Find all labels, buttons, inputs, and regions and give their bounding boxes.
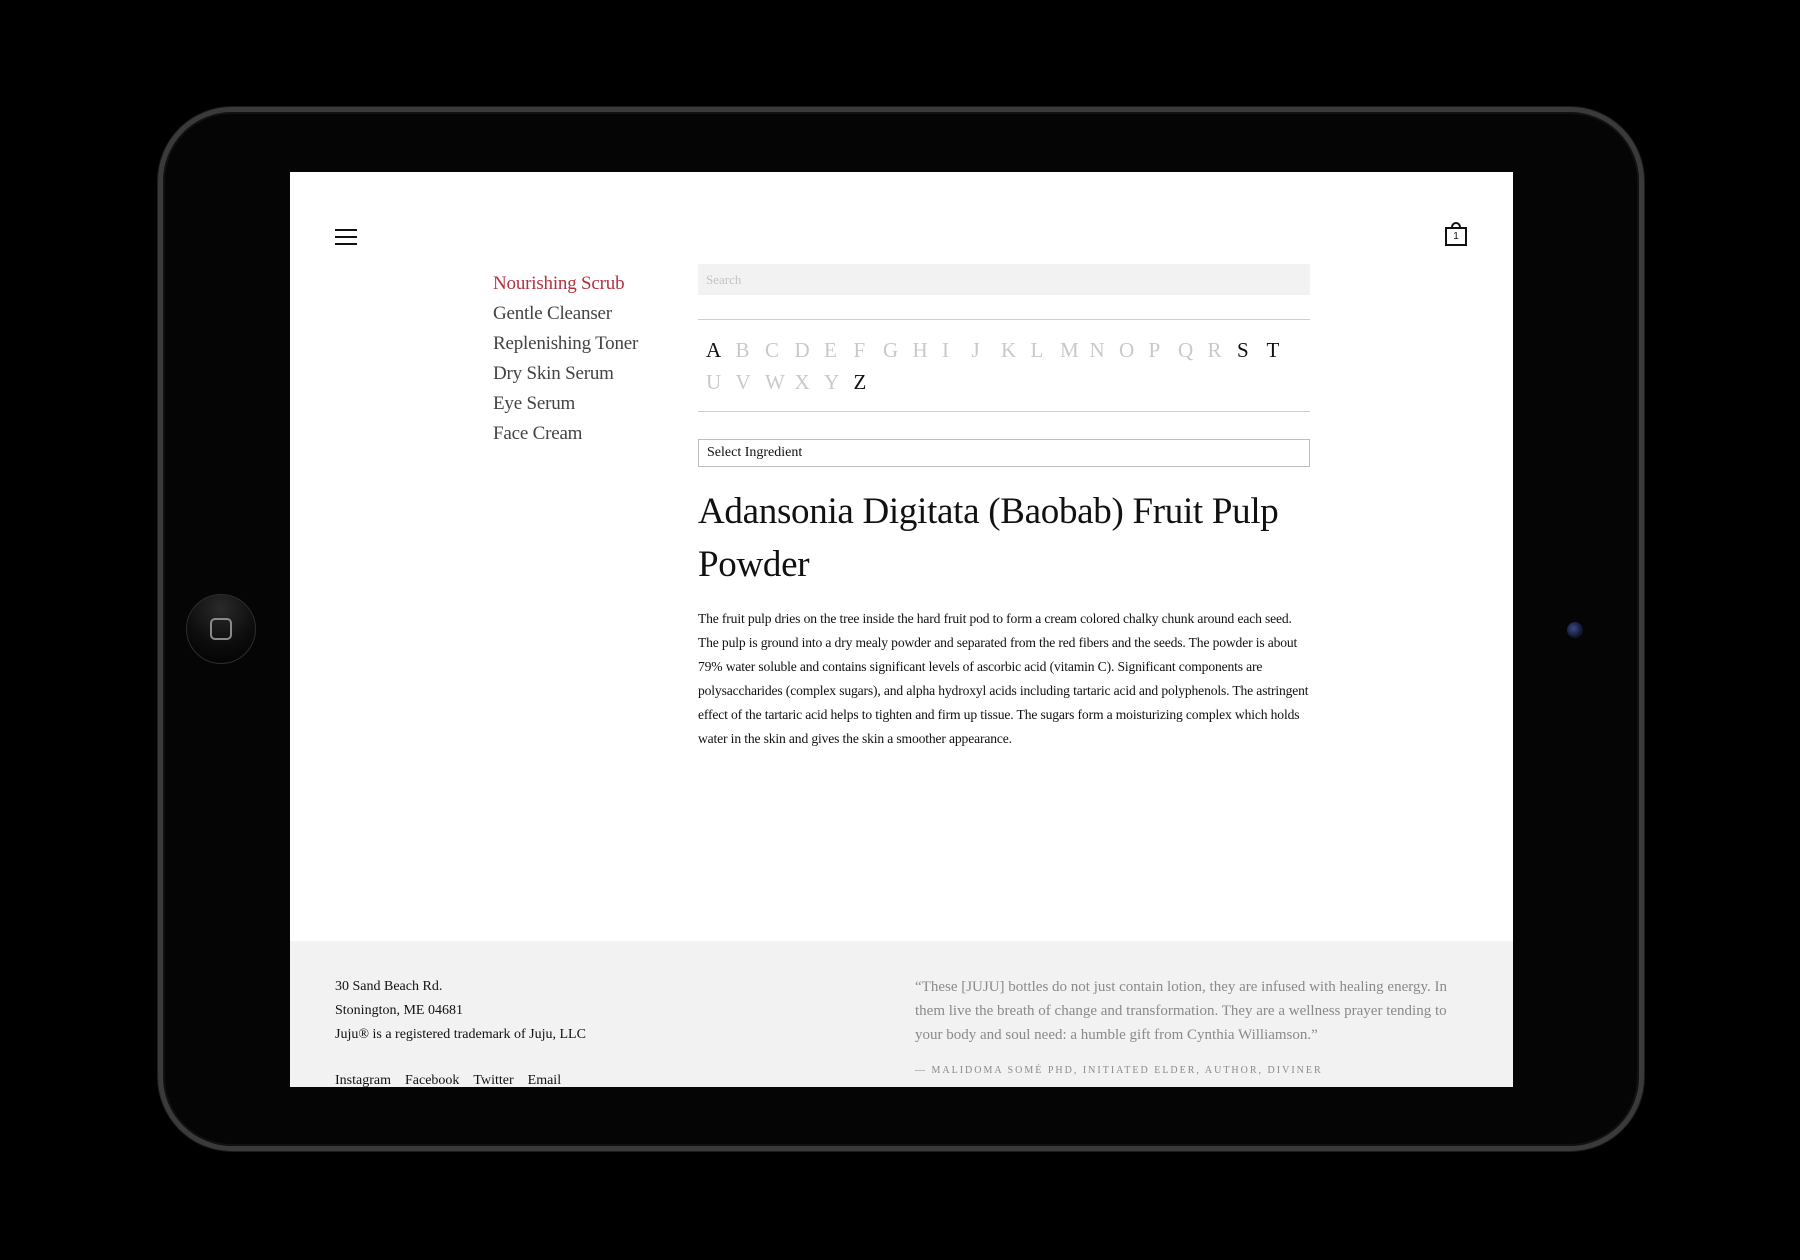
- alphabet-letter: M: [1060, 338, 1079, 362]
- cart-count: 1: [1453, 231, 1459, 242]
- product-nav-item[interactable]: Nourishing Scrub: [493, 273, 625, 294]
- shopping-bag-icon[interactable]: [1445, 222, 1467, 246]
- alphabet-letter: D: [794, 338, 810, 362]
- alphabet-letter: P: [1148, 338, 1161, 362]
- alphabet-letter: K: [1001, 338, 1017, 362]
- trademark-text: Juju® is a registered trademark of Juju, LLC: [335, 1027, 586, 1042]
- divider: [698, 411, 1310, 412]
- alphabet-letter: W: [765, 370, 785, 394]
- alphabet-letter: F: [853, 338, 866, 362]
- alphabet-letter: X: [794, 370, 810, 394]
- alphabet-letter: V: [735, 370, 751, 394]
- alphabet-letter: B: [735, 338, 750, 362]
- alphabet-letter: R: [1207, 338, 1222, 362]
- ingredient-panel: [698, 264, 1310, 751]
- footer: [290, 941, 1513, 1087]
- alphabet-letter: G: [883, 338, 899, 362]
- ingredient-description: The fruit pulp dries on the tree inside the hard fruit pod to form a cream colored chalky chunk around each seed. The pulp is ground into a dry mealy powder and separated from the red fibers and the seeds. The powder is about 79% water soluble and contains significant levels of ascorbic acid (vitamin C). Significant components are polysaccharides (complex sugars), and alpha hydroxyl acids including tartaric acid and polyphenols. The astringent effect of the tartaric acid helps to tighten and firm up tissue. The sugars form a moisturizing complex which holds water in the skin and gives the skin a smoother appearance.: [698, 611, 1309, 746]
- alphabet-letter[interactable]: S: [1237, 338, 1249, 362]
- product-nav-item[interactable]: Dry Skin Serum: [493, 363, 614, 384]
- testimonial-quote: “These [JUJU] bottles do not just contain lotion, they are infused with healing energy. In them live the breath of change and transformation. They are a wellness prayer tending to your body and soul need: a humble gift from Cynthia Williamson.”: [915, 979, 1447, 1043]
- product-nav-item[interactable]: Face Cream: [493, 423, 583, 444]
- social-link[interactable]: Instagram: [335, 1073, 391, 1087]
- alphabet-letter[interactable]: A: [706, 338, 722, 362]
- hamburger-icon[interactable]: [335, 229, 357, 245]
- alphabet-letter: L: [1030, 338, 1044, 362]
- hamburger-line: [335, 229, 357, 231]
- product-nav: [493, 269, 638, 449]
- alphabet-letter[interactable]: Z: [853, 370, 867, 394]
- search-input[interactable]: [698, 264, 1310, 295]
- ingredient-select[interactable]: Select Ingredient: [698, 439, 1310, 467]
- footer-address: [335, 975, 586, 1047]
- camera-icon: [1567, 622, 1583, 638]
- alphabet-letter: I: [942, 338, 949, 362]
- alphabet-index: [698, 334, 1306, 398]
- alphabet-letter: Q: [1178, 338, 1194, 362]
- alphabet-letter[interactable]: T: [1266, 338, 1280, 362]
- home-button[interactable]: [186, 594, 256, 664]
- home-square-icon: [210, 618, 232, 640]
- alphabet-letter: E: [824, 338, 837, 362]
- alphabet-letter: C: [765, 338, 780, 362]
- product-nav-item[interactable]: Gentle Cleanser: [493, 303, 612, 324]
- social-link[interactable]: Twitter: [473, 1073, 514, 1087]
- hamburger-line: [335, 236, 357, 238]
- address-line: Stonington, ME 04681: [335, 1003, 463, 1018]
- alphabet-letter: J: [971, 338, 980, 362]
- testimonial-attribution: — MALIDOMA SOMÉ PHD, INITIATED ELDER, AUTHOR, DIVINER: [915, 1065, 1323, 1076]
- ingredient-title: Adansonia Digitata (Baobab) Fruit Pulp Powder: [698, 491, 1279, 585]
- alphabet-letter: N: [1089, 338, 1105, 362]
- alphabet-letter: U: [706, 370, 722, 394]
- alphabet-letter: Y: [824, 370, 840, 394]
- social-link[interactable]: Facebook: [404, 1073, 460, 1087]
- social-link[interactable]: Email: [527, 1073, 562, 1087]
- alphabet-letter: O: [1119, 338, 1135, 362]
- social-links: [335, 1073, 561, 1087]
- product-nav-item[interactable]: Replenishing Toner: [493, 333, 639, 354]
- hamburger-line: [335, 243, 357, 245]
- product-nav-item[interactable]: Eye Serum: [493, 393, 576, 414]
- address-line: 30 Sand Beach Rd.: [335, 979, 443, 994]
- divider: [698, 319, 1310, 320]
- screen: [290, 172, 1513, 1087]
- alphabet-letter: H: [912, 338, 928, 362]
